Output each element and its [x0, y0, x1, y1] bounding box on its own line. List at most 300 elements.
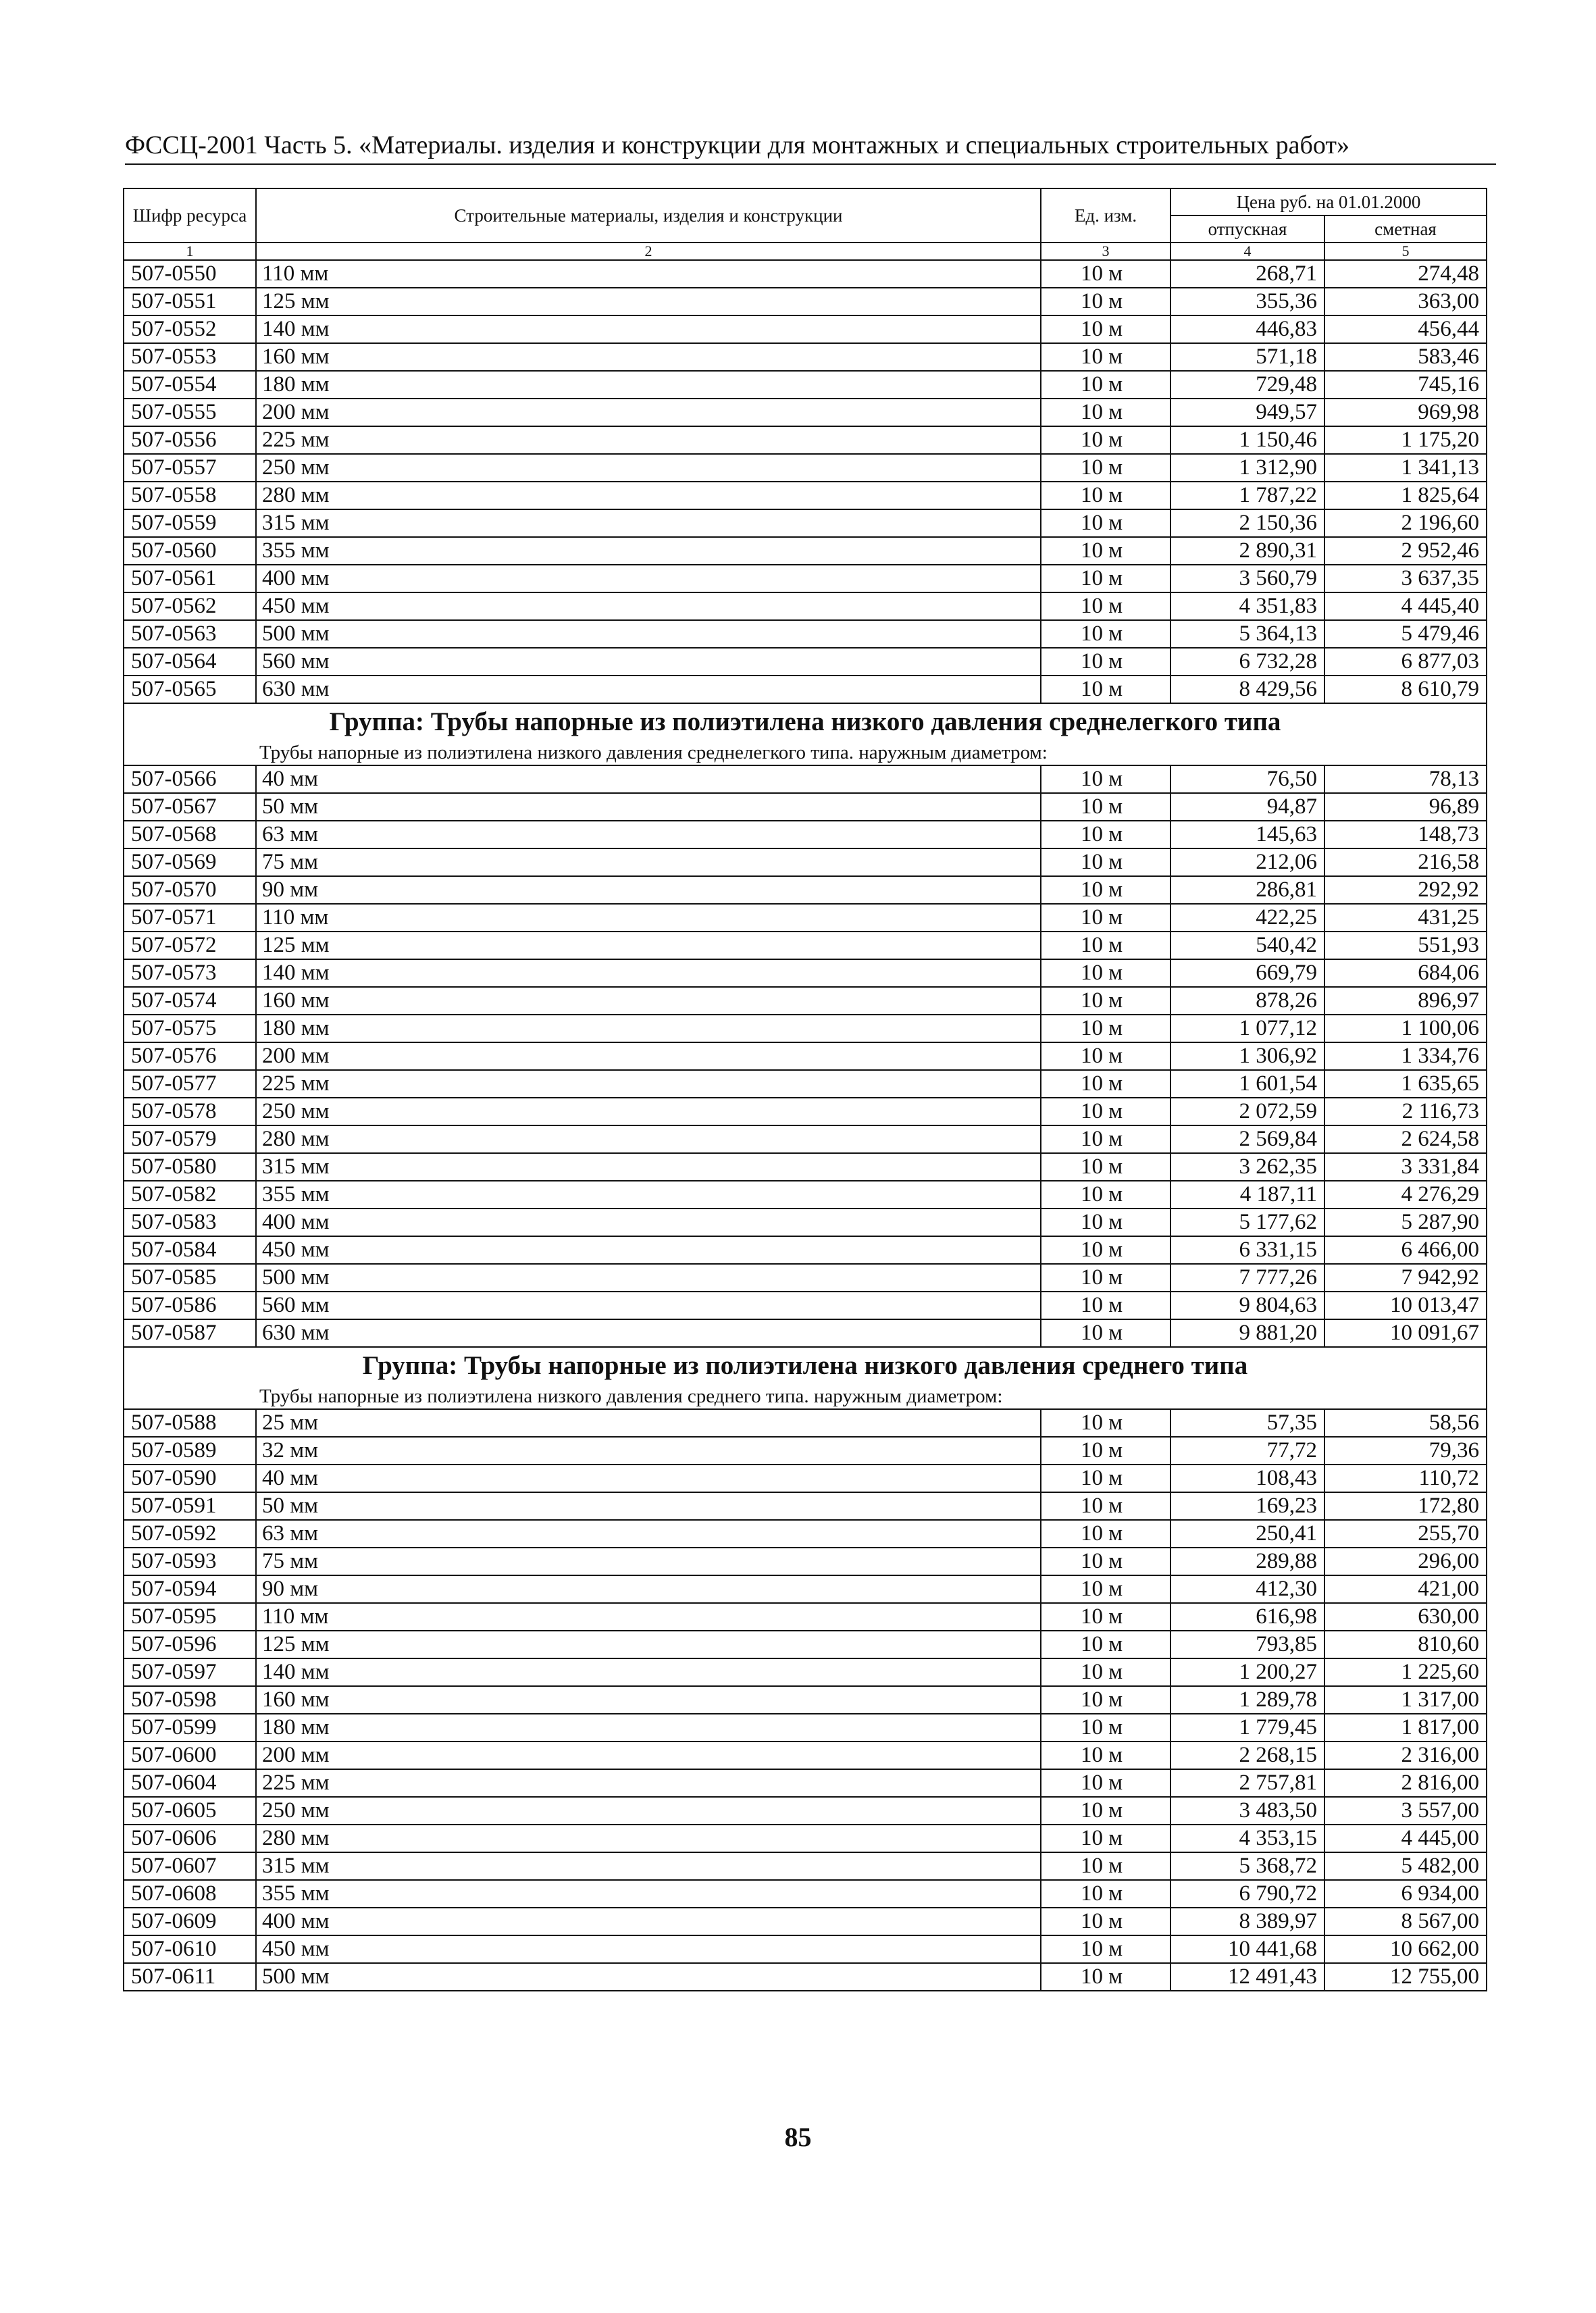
wholesale-price-cell: 422,25	[1170, 904, 1324, 932]
resource-code-cell: 507-0564	[124, 648, 256, 676]
resource-code-cell: 507-0595	[124, 1603, 256, 1631]
wholesale-price-cell: 2 890,31	[1170, 537, 1324, 565]
wholesale-price-cell: 8 389,97	[1170, 1908, 1324, 1935]
material-name-cell: 75 мм	[256, 848, 1041, 876]
unit-cell: 10 м	[1041, 1714, 1170, 1742]
table-row	[124, 1153, 1487, 1181]
resource-code-cell: 507-0570	[124, 876, 256, 904]
material-name-cell: 500 мм	[256, 1264, 1041, 1292]
material-name-cell: 315 мм	[256, 1153, 1041, 1181]
material-name-cell: 50 мм	[256, 793, 1041, 821]
wholesale-price-cell: 8 429,56	[1170, 676, 1324, 703]
unit-cell: 10 м	[1041, 1209, 1170, 1236]
material-name-cell: 400 мм	[256, 1209, 1041, 1236]
table-row	[124, 1125, 1487, 1153]
estimate-price-cell: 172,80	[1324, 1492, 1487, 1520]
group-title-row	[124, 1347, 1487, 1384]
wholesale-price-cell: 5 368,72	[1170, 1852, 1324, 1880]
resource-code-cell: 507-0583	[124, 1209, 256, 1236]
table-row	[124, 765, 1487, 793]
estimate-price-cell: 969,98	[1324, 399, 1487, 426]
table-row	[124, 1714, 1487, 1742]
table-row	[124, 1209, 1487, 1236]
col-header-estimate: сметная	[1324, 215, 1487, 243]
unit-cell: 10 м	[1041, 987, 1170, 1015]
table-row	[124, 537, 1487, 565]
material-name-cell: 40 мм	[256, 765, 1041, 793]
wholesale-price-cell: 949,57	[1170, 399, 1324, 426]
table-row	[124, 1465, 1487, 1492]
material-name-cell: 250 мм	[256, 454, 1041, 482]
material-name-cell: 250 мм	[256, 1797, 1041, 1825]
resource-code-cell: 507-0585	[124, 1264, 256, 1292]
estimate-price-cell: 630,00	[1324, 1603, 1487, 1631]
table-row	[124, 1548, 1487, 1575]
estimate-price-cell: 810,60	[1324, 1631, 1487, 1658]
resource-code-cell: 507-0554	[124, 371, 256, 399]
table-row	[124, 1437, 1487, 1465]
unit-cell: 10 м	[1041, 1769, 1170, 1797]
wholesale-price-cell: 77,72	[1170, 1437, 1324, 1465]
wholesale-price-cell: 412,30	[1170, 1575, 1324, 1603]
table-row	[124, 1520, 1487, 1548]
estimate-price-cell: 2 196,60	[1324, 509, 1487, 537]
material-name-cell: 250 мм	[256, 1098, 1041, 1125]
resource-code-cell: 507-0569	[124, 848, 256, 876]
resource-code-cell: 507-0578	[124, 1098, 256, 1125]
table-row	[124, 620, 1487, 648]
unit-cell: 10 м	[1041, 1603, 1170, 1631]
material-name-cell: 400 мм	[256, 565, 1041, 592]
table-row	[124, 793, 1487, 821]
estimate-price-cell: 2 316,00	[1324, 1742, 1487, 1769]
wholesale-price-cell: 1 289,78	[1170, 1686, 1324, 1714]
unit-cell: 10 м	[1041, 399, 1170, 426]
resource-code-cell: 507-0598	[124, 1686, 256, 1714]
wholesale-price-cell: 1 077,12	[1170, 1015, 1324, 1042]
resource-code-cell: 507-0577	[124, 1070, 256, 1098]
material-name-cell: 200 мм	[256, 1742, 1041, 1769]
material-name-cell: 125 мм	[256, 932, 1041, 959]
estimate-price-cell: 6 466,00	[1324, 1236, 1487, 1264]
estimate-price-cell: 5 479,46	[1324, 620, 1487, 648]
resource-code-cell: 507-0550	[124, 260, 256, 288]
resource-code-cell: 507-0592	[124, 1520, 256, 1548]
table-row	[124, 343, 1487, 371]
unit-cell: 10 м	[1041, 454, 1170, 482]
unit-cell: 10 м	[1041, 1825, 1170, 1852]
unit-cell: 10 м	[1041, 1575, 1170, 1603]
material-name-cell: 180 мм	[256, 1015, 1041, 1042]
resource-code-cell: 507-0580	[124, 1153, 256, 1181]
estimate-price-cell: 421,00	[1324, 1575, 1487, 1603]
table-row	[124, 1181, 1487, 1209]
wholesale-price-cell: 1 312,90	[1170, 454, 1324, 482]
table-row	[124, 288, 1487, 315]
col-header-wholesale: отпускная	[1170, 215, 1324, 243]
material-name-cell: 125 мм	[256, 1631, 1041, 1658]
unit-cell: 10 м	[1041, 1797, 1170, 1825]
wholesale-price-cell: 2 072,59	[1170, 1098, 1324, 1125]
unit-cell: 10 м	[1041, 1935, 1170, 1963]
wholesale-price-cell: 793,85	[1170, 1631, 1324, 1658]
wholesale-price-cell: 4 187,11	[1170, 1181, 1324, 1209]
group-subtitle: Трубы напорные из полиэтилена низкого давления среднего типа. наружным диаметром:	[124, 1384, 1487, 1409]
resource-code-cell: 507-0600	[124, 1742, 256, 1769]
table-body	[124, 260, 1487, 1991]
table-row	[124, 959, 1487, 987]
estimate-price-cell: 3 637,35	[1324, 565, 1487, 592]
unit-cell: 10 м	[1041, 1880, 1170, 1908]
table-row	[124, 1042, 1487, 1070]
estimate-price-cell: 1 635,65	[1324, 1070, 1487, 1098]
estimate-price-cell: 10 662,00	[1324, 1935, 1487, 1963]
estimate-price-cell: 10 013,47	[1324, 1292, 1487, 1319]
unit-cell: 10 м	[1041, 1658, 1170, 1686]
material-name-cell: 450 мм	[256, 1935, 1041, 1963]
unit-cell: 10 м	[1041, 537, 1170, 565]
resource-code-cell: 507-0590	[124, 1465, 256, 1492]
unit-cell: 10 м	[1041, 426, 1170, 454]
wholesale-price-cell: 616,98	[1170, 1603, 1324, 1631]
unit-cell: 10 м	[1041, 1292, 1170, 1319]
unit-cell: 10 м	[1041, 509, 1170, 537]
material-name-cell: 160 мм	[256, 1686, 1041, 1714]
material-name-cell: 315 мм	[256, 509, 1041, 537]
unit-cell: 10 м	[1041, 1409, 1170, 1437]
material-name-cell: 110 мм	[256, 260, 1041, 288]
resource-code-cell: 507-0576	[124, 1042, 256, 1070]
estimate-price-cell: 96,89	[1324, 793, 1487, 821]
estimate-price-cell: 456,44	[1324, 315, 1487, 343]
wholesale-price-cell: 145,63	[1170, 821, 1324, 848]
unit-cell: 10 м	[1041, 1963, 1170, 1991]
material-name-cell: 450 мм	[256, 592, 1041, 620]
material-name-cell: 125 мм	[256, 288, 1041, 315]
estimate-price-cell: 1 225,60	[1324, 1658, 1487, 1686]
col-header-code: Шифр ресурса	[124, 188, 256, 243]
resource-code-cell: 507-0599	[124, 1714, 256, 1742]
estimate-price-cell: 58,56	[1324, 1409, 1487, 1437]
table-row	[124, 399, 1487, 426]
resource-code-cell: 507-0589	[124, 1437, 256, 1465]
unit-cell: 10 м	[1041, 1492, 1170, 1520]
material-name-cell: 560 мм	[256, 1292, 1041, 1319]
estimate-price-cell: 7 942,92	[1324, 1264, 1487, 1292]
table-row	[124, 1852, 1487, 1880]
unit-cell: 10 м	[1041, 565, 1170, 592]
table-row	[124, 1319, 1487, 1347]
table-row	[124, 1098, 1487, 1125]
estimate-price-cell: 1 100,06	[1324, 1015, 1487, 1042]
unit-cell: 10 м	[1041, 1852, 1170, 1880]
unit-cell: 10 м	[1041, 1908, 1170, 1935]
material-name-cell: 32 мм	[256, 1437, 1041, 1465]
material-name-cell: 500 мм	[256, 1963, 1041, 1991]
col-header-name: Строительные материалы, изделия и конструкции	[256, 188, 1041, 243]
resource-code-cell: 507-0609	[124, 1908, 256, 1935]
unit-cell: 10 м	[1041, 821, 1170, 848]
table-row	[124, 1686, 1487, 1714]
material-name-cell: 160 мм	[256, 987, 1041, 1015]
resource-code-cell: 507-0561	[124, 565, 256, 592]
unit-cell: 10 м	[1041, 1520, 1170, 1548]
wholesale-price-cell: 12 491,43	[1170, 1963, 1324, 1991]
estimate-price-cell: 4 445,40	[1324, 592, 1487, 620]
resource-code-cell: 507-0591	[124, 1492, 256, 1520]
wholesale-price-cell: 268,71	[1170, 260, 1324, 288]
wholesale-price-cell: 9 804,63	[1170, 1292, 1324, 1319]
estimate-price-cell: 274,48	[1324, 260, 1487, 288]
estimate-price-cell: 8 610,79	[1324, 676, 1487, 703]
wholesale-price-cell: 2 569,84	[1170, 1125, 1324, 1153]
material-name-cell: 630 мм	[256, 1319, 1041, 1347]
wholesale-price-cell: 286,81	[1170, 876, 1324, 904]
unit-cell: 10 м	[1041, 620, 1170, 648]
table-row	[124, 904, 1487, 932]
material-name-cell: 140 мм	[256, 959, 1041, 987]
table-row	[124, 371, 1487, 399]
resource-code-cell: 507-0574	[124, 987, 256, 1015]
table-row	[124, 676, 1487, 703]
table-row	[124, 932, 1487, 959]
estimate-price-cell: 292,92	[1324, 876, 1487, 904]
unit-cell: 10 м	[1041, 765, 1170, 793]
unit-cell: 10 м	[1041, 1098, 1170, 1125]
wholesale-price-cell: 2 150,36	[1170, 509, 1324, 537]
resource-code-cell: 507-0611	[124, 1963, 256, 1991]
unit-cell: 10 м	[1041, 482, 1170, 509]
wholesale-price-cell: 57,35	[1170, 1409, 1324, 1437]
estimate-price-cell: 1 317,00	[1324, 1686, 1487, 1714]
wholesale-price-cell: 250,41	[1170, 1520, 1324, 1548]
material-name-cell: 560 мм	[256, 648, 1041, 676]
unit-cell: 10 м	[1041, 1042, 1170, 1070]
unit-cell: 10 м	[1041, 1742, 1170, 1769]
wholesale-price-cell: 1 787,22	[1170, 482, 1324, 509]
resource-code-cell: 507-0559	[124, 509, 256, 537]
material-name-cell: 140 мм	[256, 1658, 1041, 1686]
material-name-cell: 315 мм	[256, 1852, 1041, 1880]
material-name-cell: 280 мм	[256, 1825, 1041, 1852]
table-row	[124, 315, 1487, 343]
wholesale-price-cell: 540,42	[1170, 932, 1324, 959]
table-row	[124, 1963, 1487, 1991]
table-row	[124, 1908, 1487, 1935]
estimate-price-cell: 1 334,76	[1324, 1042, 1487, 1070]
col-number: 4	[1170, 243, 1324, 260]
wholesale-price-cell: 3 560,79	[1170, 565, 1324, 592]
wholesale-price-cell: 878,26	[1170, 987, 1324, 1015]
wholesale-price-cell: 169,23	[1170, 1492, 1324, 1520]
group-subtitle-row	[124, 1384, 1487, 1409]
page-number: 85	[784, 2122, 812, 2152]
unit-cell: 10 м	[1041, 1631, 1170, 1658]
table-row	[124, 987, 1487, 1015]
estimate-price-cell: 1 817,00	[1324, 1714, 1487, 1742]
col-number: 3	[1041, 243, 1170, 260]
material-name-cell: 630 мм	[256, 676, 1041, 703]
resource-code-cell: 507-0582	[124, 1181, 256, 1209]
wholesale-price-cell: 108,43	[1170, 1465, 1324, 1492]
material-name-cell: 140 мм	[256, 315, 1041, 343]
wholesale-price-cell: 1 779,45	[1170, 1714, 1324, 1742]
resource-code-cell: 507-0556	[124, 426, 256, 454]
resource-code-cell: 507-0557	[124, 454, 256, 482]
resource-code-cell: 507-0566	[124, 765, 256, 793]
resource-code-cell: 507-0572	[124, 932, 256, 959]
unit-cell: 10 м	[1041, 1686, 1170, 1714]
table-row	[124, 821, 1487, 848]
wholesale-price-cell: 6 790,72	[1170, 1880, 1324, 1908]
table-row	[124, 1603, 1487, 1631]
estimate-price-cell: 12 755,00	[1324, 1963, 1487, 1991]
material-name-cell: 225 мм	[256, 1070, 1041, 1098]
unit-cell: 10 м	[1041, 288, 1170, 315]
col-number: 1	[124, 243, 256, 260]
unit-cell: 10 м	[1041, 1015, 1170, 1042]
unit-cell: 10 м	[1041, 676, 1170, 703]
table-row	[124, 848, 1487, 876]
resource-code-cell: 507-0551	[124, 288, 256, 315]
wholesale-price-cell: 212,06	[1170, 848, 1324, 876]
wholesale-price-cell: 6 732,28	[1170, 648, 1324, 676]
group-title: Группа: Трубы напорные из полиэтилена низкого давления среднелегкого типа	[124, 703, 1487, 740]
estimate-price-cell: 2 816,00	[1324, 1769, 1487, 1797]
wholesale-price-cell: 729,48	[1170, 371, 1324, 399]
material-name-cell: 200 мм	[256, 399, 1041, 426]
resource-code-cell: 507-0606	[124, 1825, 256, 1852]
estimate-price-cell: 1 825,64	[1324, 482, 1487, 509]
unit-cell: 10 м	[1041, 1181, 1170, 1209]
resource-code-cell: 507-0605	[124, 1797, 256, 1825]
table-row	[124, 260, 1487, 288]
wholesale-price-cell: 1 200,27	[1170, 1658, 1324, 1686]
estimate-price-cell: 6 877,03	[1324, 648, 1487, 676]
material-name-cell: 280 мм	[256, 482, 1041, 509]
estimate-price-cell: 216,58	[1324, 848, 1487, 876]
unit-cell: 10 м	[1041, 1465, 1170, 1492]
resource-code-cell: 507-0579	[124, 1125, 256, 1153]
wholesale-price-cell: 4 353,15	[1170, 1825, 1324, 1852]
estimate-price-cell: 363,00	[1324, 288, 1487, 315]
table-row	[124, 426, 1487, 454]
material-name-cell: 90 мм	[256, 876, 1041, 904]
material-name-cell: 225 мм	[256, 1769, 1041, 1797]
unit-cell: 10 м	[1041, 932, 1170, 959]
table-row	[124, 648, 1487, 676]
col-number: 5	[1324, 243, 1487, 260]
unit-cell: 10 м	[1041, 648, 1170, 676]
estimate-price-cell: 4 445,00	[1324, 1825, 1487, 1852]
table-row	[124, 1264, 1487, 1292]
wholesale-price-cell: 6 331,15	[1170, 1236, 1324, 1264]
unit-cell: 10 м	[1041, 1319, 1170, 1347]
wholesale-price-cell: 3 262,35	[1170, 1153, 1324, 1181]
resource-code-cell: 507-0593	[124, 1548, 256, 1575]
resource-code-cell: 507-0565	[124, 676, 256, 703]
estimate-price-cell: 5 482,00	[1324, 1852, 1487, 1880]
table-row	[124, 1742, 1487, 1769]
unit-cell: 10 м	[1041, 371, 1170, 399]
material-name-cell: 63 мм	[256, 821, 1041, 848]
estimate-price-cell: 2 116,73	[1324, 1098, 1487, 1125]
resource-code-cell: 507-0584	[124, 1236, 256, 1264]
unit-cell: 10 м	[1041, 343, 1170, 371]
estimate-price-cell: 551,93	[1324, 932, 1487, 959]
material-name-cell: 355 мм	[256, 537, 1041, 565]
resource-code-cell: 507-0553	[124, 343, 256, 371]
resource-code-cell: 507-0563	[124, 620, 256, 648]
table-row	[124, 1575, 1487, 1603]
wholesale-price-cell: 94,87	[1170, 793, 1324, 821]
resource-code-cell: 507-0596	[124, 1631, 256, 1658]
material-name-cell: 450 мм	[256, 1236, 1041, 1264]
estimate-price-cell: 431,25	[1324, 904, 1487, 932]
group-title: Группа: Трубы напорные из полиэтилена низкого давления среднего типа	[124, 1347, 1487, 1384]
material-name-cell: 90 мм	[256, 1575, 1041, 1603]
wholesale-price-cell: 3 483,50	[1170, 1797, 1324, 1825]
estimate-price-cell: 296,00	[1324, 1548, 1487, 1575]
estimate-price-cell: 255,70	[1324, 1520, 1487, 1548]
table-row	[124, 1880, 1487, 1908]
resource-code-cell: 507-0568	[124, 821, 256, 848]
material-name-cell: 25 мм	[256, 1409, 1041, 1437]
table-row	[124, 482, 1487, 509]
estimate-price-cell: 5 287,90	[1324, 1209, 1487, 1236]
resource-code-cell: 507-0571	[124, 904, 256, 932]
material-name-cell: 40 мм	[256, 1465, 1041, 1492]
resource-code-cell: 507-0610	[124, 1935, 256, 1963]
group-subtitle-row	[124, 740, 1487, 765]
wholesale-price-cell: 2 268,15	[1170, 1742, 1324, 1769]
table-row	[124, 1070, 1487, 1098]
estimate-price-cell: 2 952,46	[1324, 537, 1487, 565]
table-row	[124, 1658, 1487, 1686]
material-name-cell: 225 мм	[256, 426, 1041, 454]
estimate-price-cell: 2 624,58	[1324, 1125, 1487, 1153]
wholesale-price-cell: 669,79	[1170, 959, 1324, 987]
unit-cell: 10 м	[1041, 848, 1170, 876]
material-name-cell: 110 мм	[256, 1603, 1041, 1631]
unit-cell: 10 м	[1041, 904, 1170, 932]
resource-code-cell: 507-0588	[124, 1409, 256, 1437]
unit-cell: 10 м	[1041, 1548, 1170, 1575]
unit-cell: 10 м	[1041, 315, 1170, 343]
resource-code-cell: 507-0575	[124, 1015, 256, 1042]
resource-code-cell: 507-0555	[124, 399, 256, 426]
unit-cell: 10 м	[1041, 876, 1170, 904]
page-header: ФССЦ-2001 Часть 5. «Материалы. изделия и конструкции для монтажных и специальных строительных работ»	[125, 128, 1496, 165]
resource-code-cell: 507-0586	[124, 1292, 256, 1319]
wholesale-price-cell: 355,36	[1170, 288, 1324, 315]
estimate-price-cell: 3 557,00	[1324, 1797, 1487, 1825]
wholesale-price-cell: 5 177,62	[1170, 1209, 1324, 1236]
unit-cell: 10 м	[1041, 260, 1170, 288]
unit-cell: 10 м	[1041, 592, 1170, 620]
estimate-price-cell: 4 276,29	[1324, 1181, 1487, 1209]
table-row	[124, 1825, 1487, 1852]
resource-code-cell: 507-0594	[124, 1575, 256, 1603]
col-header-unit: Ед. изм.	[1041, 188, 1170, 243]
unit-cell: 10 м	[1041, 793, 1170, 821]
wholesale-price-cell: 5 364,13	[1170, 620, 1324, 648]
price-table	[123, 188, 1487, 1991]
estimate-price-cell: 148,73	[1324, 821, 1487, 848]
table-row	[124, 1797, 1487, 1825]
wholesale-price-cell: 76,50	[1170, 765, 1324, 793]
material-name-cell: 75 мм	[256, 1548, 1041, 1575]
